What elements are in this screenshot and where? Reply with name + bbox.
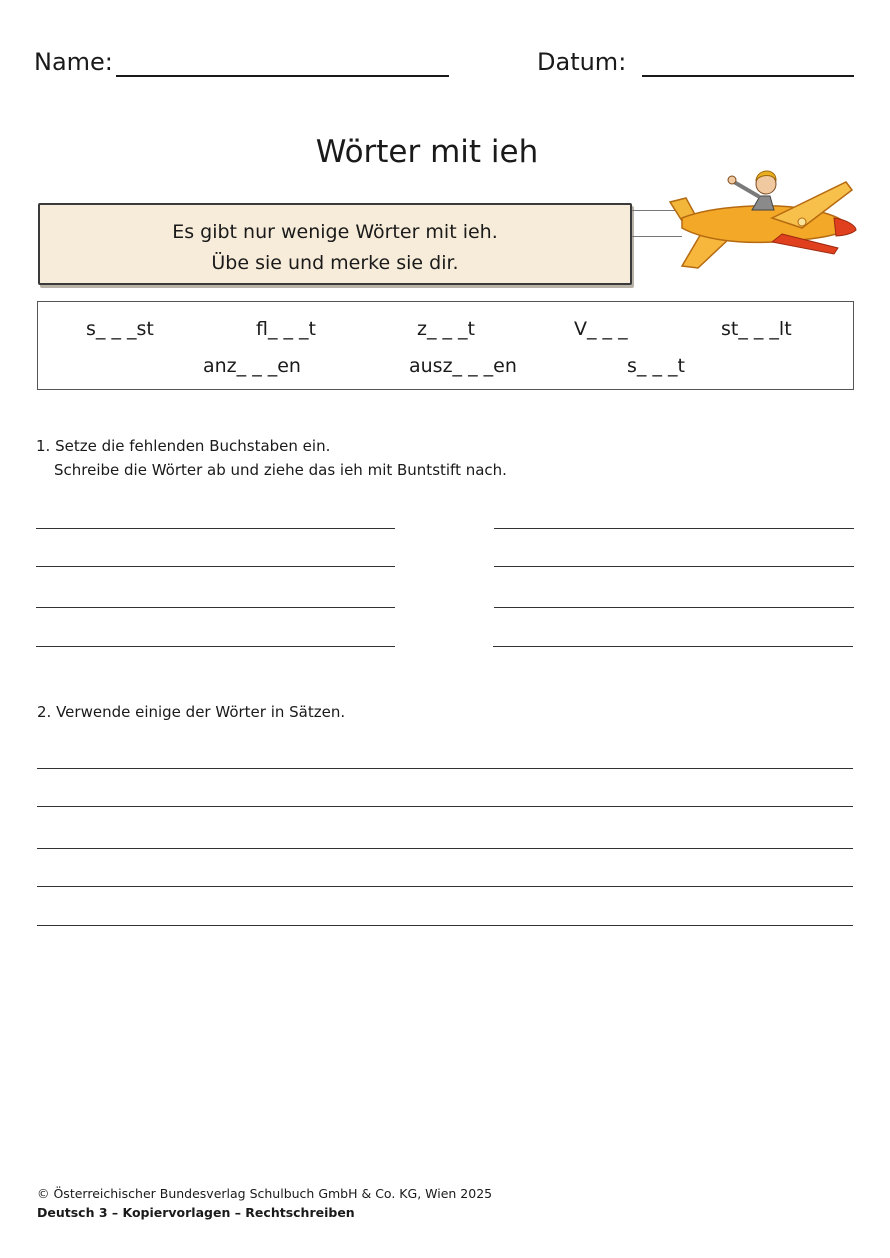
task-1-instructions — [36, 434, 507, 482]
info-line-2: Übe sie und merke sie dir. — [211, 252, 459, 274]
writing-line[interactable] — [36, 607, 395, 608]
task-1-line-1: 1. Setze die fehlenden Buchstaben ein. — [36, 437, 331, 455]
boy-in-airplane-icon — [662, 162, 858, 278]
writing-line[interactable] — [37, 886, 853, 887]
date-label: Datum: — [537, 48, 627, 76]
word-gap: fl_ _ _t — [256, 318, 316, 340]
writing-line[interactable] — [494, 528, 854, 529]
word-gap: s_ _ _st — [86, 318, 154, 340]
name-write-line[interactable] — [116, 75, 449, 77]
task-1-line-2: Schreibe die Wörter ab und ziehe das ieh mit Buntstift nach. — [54, 461, 507, 479]
copyright-notice: © Österreichischer Bundesverlag Schulbuch GmbH & Co. KG, Wien 2025 — [37, 1186, 493, 1201]
writing-line[interactable] — [36, 646, 395, 647]
word-gap: anz_ _ _en — [203, 355, 301, 377]
word-gap: ausz_ _ _en — [409, 355, 517, 377]
series-title: Deutsch 3 – Kopiervorlagen – Rechtschreiben — [37, 1205, 355, 1220]
writing-line[interactable] — [493, 646, 853, 647]
writing-line[interactable] — [36, 528, 395, 529]
writing-line[interactable] — [494, 566, 854, 567]
word-gap: s_ _ _t — [627, 355, 685, 377]
date-write-line[interactable] — [642, 75, 854, 77]
writing-line[interactable] — [37, 848, 853, 849]
writing-line[interactable] — [37, 925, 853, 926]
writing-line[interactable] — [37, 806, 853, 807]
word-gap: z_ _ _t — [417, 318, 476, 340]
word-gap: st_ _ _lt — [721, 318, 792, 340]
info-line-1: Es gibt nur wenige Wörter mit ieh. — [172, 221, 498, 243]
task-2-instructions: 2. Verwende einige der Wörter in Sätzen. — [37, 703, 346, 721]
page-title: Wörter mit ieh — [315, 134, 539, 170]
writing-line[interactable] — [37, 768, 853, 769]
writing-line[interactable] — [36, 566, 395, 567]
word-gap: V_ _ _ — [574, 318, 628, 340]
writing-line[interactable] — [494, 607, 854, 608]
name-label: Name: — [34, 48, 113, 76]
info-banner — [38, 203, 632, 285]
